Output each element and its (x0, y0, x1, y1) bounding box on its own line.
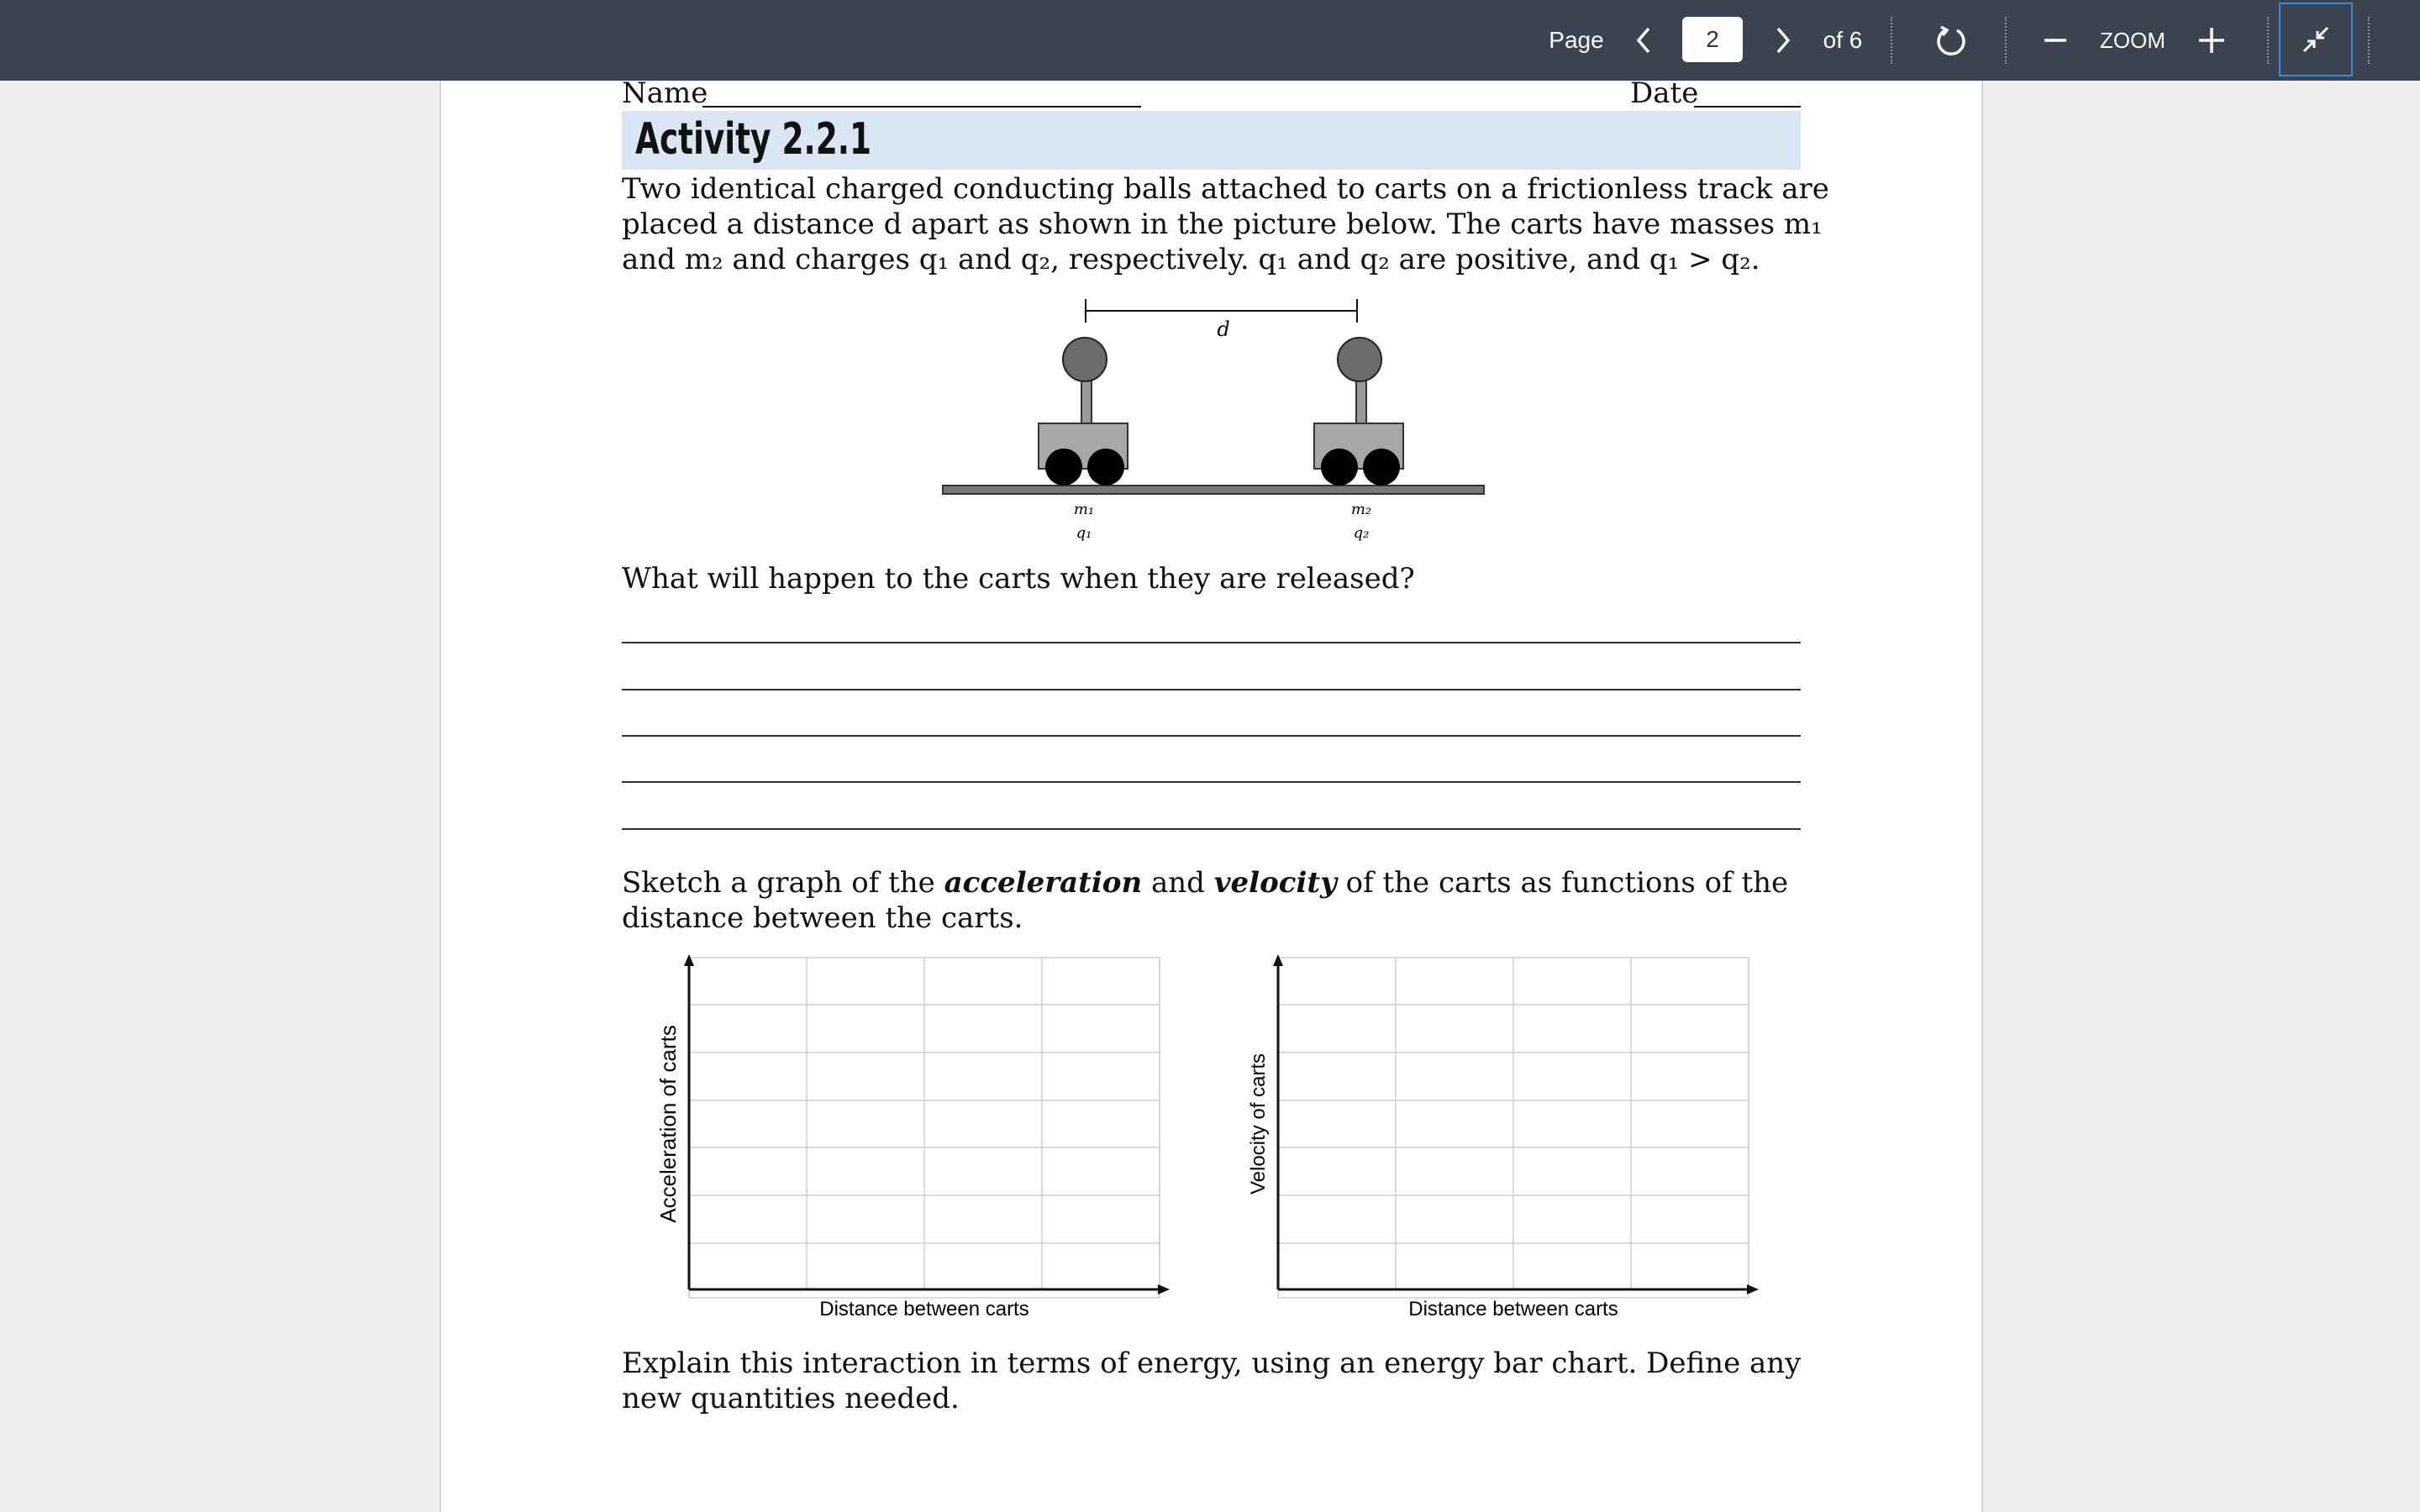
acceleration-axis-label: Acceleration of carts (655, 1025, 681, 1223)
charged-ball-1 (1063, 338, 1107, 381)
cart-1 (1039, 338, 1128, 486)
graph-grid (689, 958, 1160, 1298)
velocity-emphasis: velocity (1213, 866, 1337, 900)
toolbar-divider (2368, 17, 2370, 64)
activity-title: Activity 2.2.1 (635, 114, 872, 165)
intro-line-1: Two identical charged conducting balls attached to carts on a frictionless track are (622, 172, 1829, 206)
page-total: of 6 (1823, 27, 1863, 53)
sketch-prompt-mid: and (1142, 866, 1214, 900)
answer-line[interactable] (622, 642, 1801, 643)
zoom-in-button[interactable] (2195, 0, 2228, 81)
name-label: Name (622, 76, 708, 110)
answer-line[interactable] (622, 781, 1801, 783)
sketch-prompt-line-1 (622, 865, 1788, 900)
cart-2-charge: q₂ (1353, 524, 1370, 542)
graph-grid (1278, 958, 1749, 1298)
exit-fullscreen-button[interactable] (2279, 3, 2353, 76)
explain-prompt-line-1: Explain this interaction in terms of energy, using an energy bar chart. Define any (622, 1347, 1802, 1380)
zoom-label: ZOOM (2100, 27, 2165, 53)
rotate-icon (1934, 24, 1968, 57)
cart-1-charge: q₁ (1076, 524, 1092, 542)
acceleration-graph[interactable] (655, 949, 1176, 1319)
previous-page-button[interactable] (1625, 0, 1662, 81)
toolbar-divider (2005, 17, 2007, 64)
explain-prompt-line-2: new quantities needed. (622, 1382, 960, 1415)
answer-line[interactable] (622, 735, 1801, 737)
sketch-prompt-pre: Sketch a graph of the (622, 866, 944, 900)
date-label: Date (1630, 76, 1699, 110)
rotate-button[interactable] (1929, 0, 1973, 81)
minus-icon (2043, 28, 2068, 53)
track (943, 486, 1484, 494)
zoom-out-button[interactable] (2039, 0, 2072, 81)
toolbar-divider (1891, 17, 1892, 64)
page-number-input[interactable]: 2 (1682, 17, 1743, 62)
cart-1-mass: m₁ (1073, 501, 1095, 518)
name-blank (702, 106, 1141, 108)
velocity-graph[interactable] (1244, 949, 1765, 1319)
charged-ball-2 (1338, 338, 1381, 381)
carts-figure (924, 286, 1512, 554)
distance-axis-label: Distance between carts (1408, 1298, 1618, 1319)
intro-line-2: placed a distance d apart as shown in the picture below. The carts have masses m₁ (622, 207, 1823, 241)
next-page-button[interactable] (1765, 0, 1802, 81)
exit-fullscreen-icon (2299, 23, 2333, 56)
page-label: Page (1549, 27, 1604, 53)
date-blank (1694, 106, 1801, 108)
answer-line[interactable] (622, 828, 1801, 830)
velocity-axis-label: Velocity of carts (1247, 1053, 1270, 1195)
answer-line[interactable] (622, 689, 1801, 690)
sketch-prompt-line-2: distance between the carts. (622, 901, 1023, 935)
chevron-right-icon (1773, 25, 1793, 55)
sketch-prompt-post: of the carts as functions of the (1336, 866, 1789, 900)
cart-2 (1314, 338, 1403, 486)
toolbar-divider (2267, 17, 2269, 64)
viewer-toolbar (0, 0, 2420, 81)
distance-axis-label: Distance between carts (819, 1298, 1029, 1319)
plus-icon (2197, 26, 2226, 55)
acceleration-emphasis: acceleration (944, 866, 1143, 900)
question-release: What will happen to the carts when they are released? (622, 562, 1415, 596)
chevron-left-icon (1634, 25, 1654, 55)
intro-line-3: and m₂ and charges q₁ and q₂, respectively. q₁ and q₂ are positive, and q₁ > q₂. (622, 243, 1760, 276)
distance-label: d (1217, 318, 1230, 341)
cart-2-mass: m₂ (1350, 501, 1372, 518)
